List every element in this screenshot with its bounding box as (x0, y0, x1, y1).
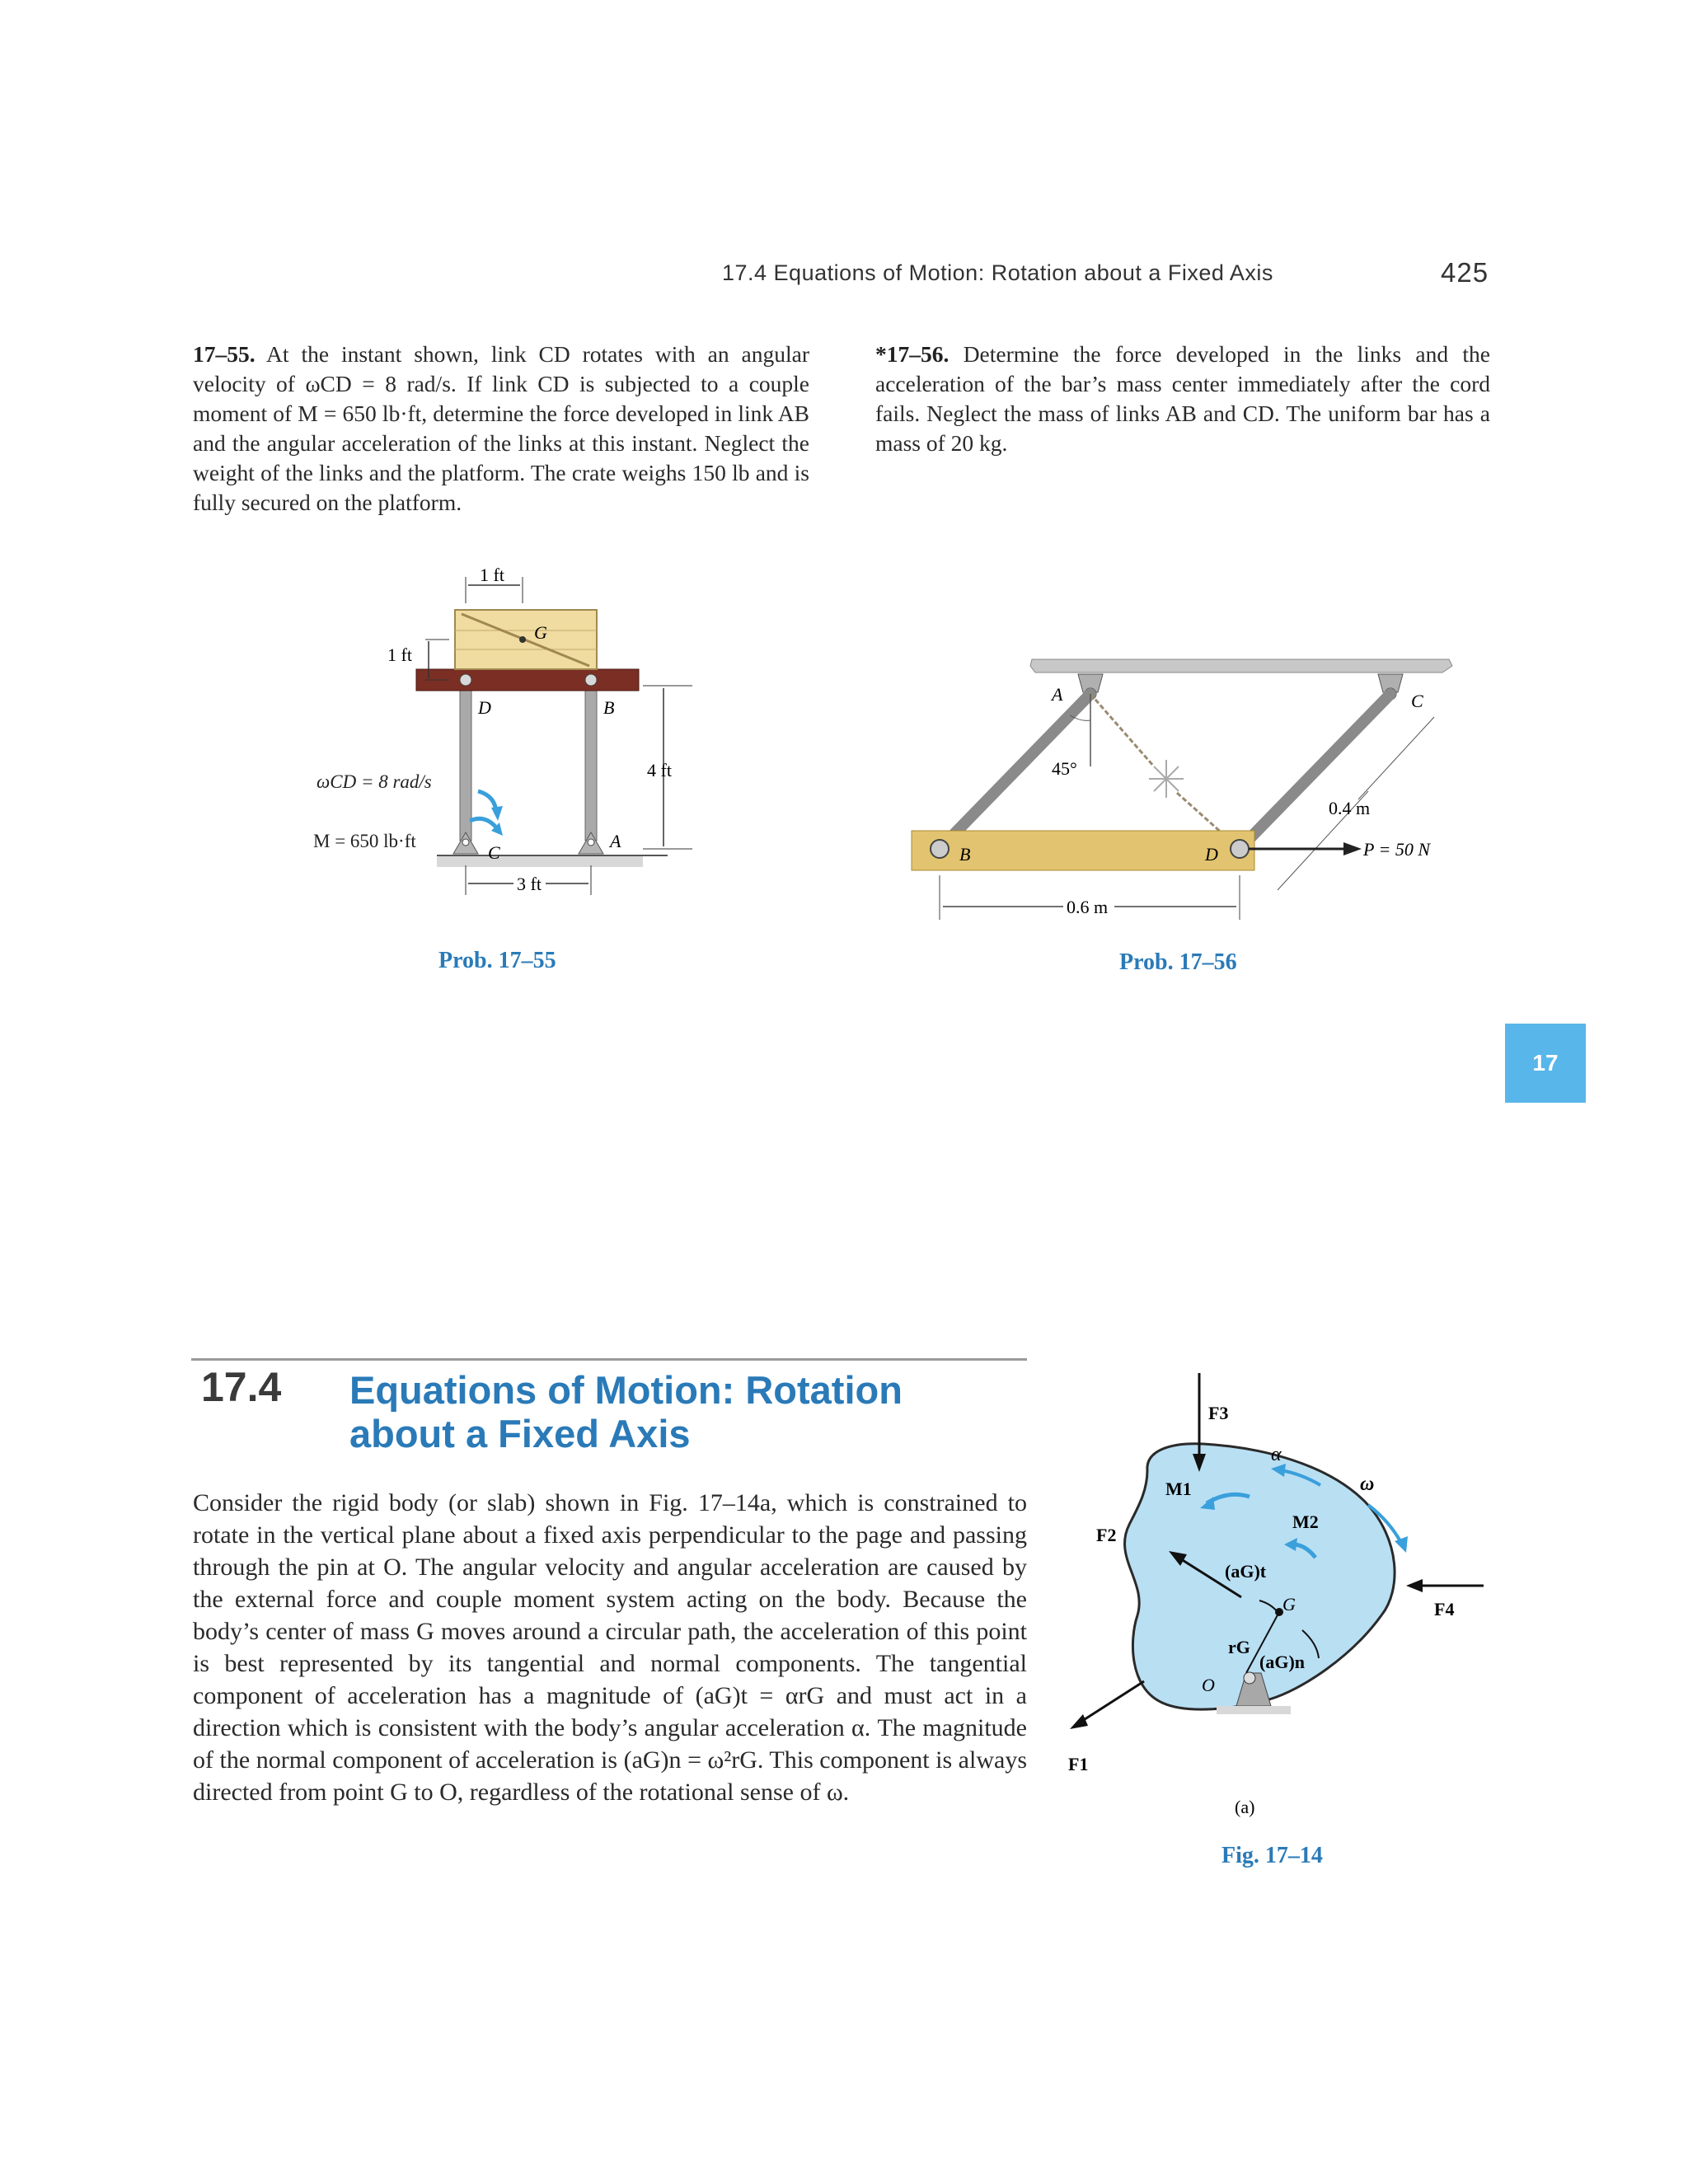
dim-3ft: 3 ft (517, 874, 542, 894)
problem-number: *17–56. (875, 341, 950, 367)
platform (416, 669, 639, 691)
dim-1ft-top: 1 ft (480, 565, 504, 585)
moment-arrow (470, 818, 496, 827)
ceiling (1030, 659, 1452, 673)
figure-17-14 (1055, 1368, 1500, 1879)
f4-label: F4 (1434, 1599, 1455, 1619)
label-a: A (610, 831, 621, 851)
caption-prob-17-56: Prob. 17–56 (1119, 949, 1237, 975)
problem-17-55 (193, 340, 809, 518)
chapter-tab: 17 (1505, 1024, 1586, 1103)
label-g: G (534, 622, 547, 643)
problem-number: 17–55. (193, 341, 256, 367)
label-a: A (1052, 684, 1063, 705)
label-d: D (1205, 844, 1218, 865)
label-c: C (488, 842, 500, 863)
sub-label: (a) (1235, 1797, 1255, 1817)
section-title: Equations of Motion: Rotation about a Fixed Axis (349, 1368, 903, 1455)
f1-arrow (1080, 1681, 1144, 1722)
problem-text: At the instant shown, link CD rotates with an angular velocity of ωCD = 8 rad/s. If link CD is subjected to a couple moment of M = 650 lb·ft, determine the force developed in link AB and the angular acceleration of the links at this instant. Neglect the weight of the links and the platform. The crate weighs 150 lb and is fully secured on the platform. (193, 341, 810, 515)
caption-prob-17-55: Prob. 17–55 (438, 948, 556, 973)
m1-label: M1 (1165, 1479, 1192, 1499)
agt-label: (aG)t (1225, 1561, 1267, 1582)
dim-4ft: 4 ft (647, 760, 672, 780)
link-ab (585, 676, 597, 841)
ground (437, 855, 643, 867)
f3-label: F3 (1208, 1403, 1229, 1423)
label-d: D (478, 697, 491, 718)
running-header-title: 17.4 Equations of Motion: Rotation about a Fixed Axis (722, 260, 1273, 285)
o-label: O (1202, 1675, 1215, 1695)
f2-label: F2 (1096, 1525, 1117, 1545)
figure-prob-17-56 (907, 643, 1484, 940)
label-c: C (1411, 691, 1423, 711)
moment-label: M = 650 lb·ft (313, 831, 416, 851)
m2-label: M2 (1292, 1511, 1319, 1532)
rg-label: rG (1228, 1637, 1250, 1657)
caption-fig-17-14: Fig. 17–14 (1221, 1843, 1323, 1868)
page-number: 425 (1441, 257, 1489, 288)
agn-label: (aG)n (1259, 1652, 1305, 1672)
omega-label: ω (1360, 1474, 1375, 1495)
section-body: Consider the rigid body (or slab) shown in Fig. 17–14a, which is constrained to rotate in the vertical plane about a fixed axis perpendicular to the page and passing through the pin at O. The angular velocity and angular acceleration are caused by the external force and couple moment system acting on the body. Because the body’s center of mass G moves around a circular path, the acceleration of this point is best represented by its tangential and normal components. The tangential component of acceleration has a magnitude of (aG)t = αrG and must act in a direction which is consistent with the body’s angular acceleration α. The magnitude of the normal component of acceleration is (aG)n = ω²rG. This component is always directed from point G to O, regardless of the rotational sense of ω. (193, 1489, 1027, 1806)
cord (1090, 694, 1154, 766)
dim-04m: 0.4 m (1329, 798, 1371, 818)
angle-label: 45° (1052, 758, 1077, 779)
problem-text: Determine the force developed in the links and the acceleration of the bar’s mass center immediately after the cord fails. Neglect the mass of links AB and CD. The uniform bar has a mass of 20 kg. (875, 341, 1490, 456)
section-rule (191, 1358, 1027, 1361)
g-label: G (1282, 1594, 1296, 1615)
section-number: 17.4 (201, 1364, 282, 1410)
omega-label: ωCD = 8 rad/s (316, 771, 432, 792)
problem-17-56 (875, 340, 1490, 458)
link-cd (1240, 694, 1390, 849)
force-p-label: P = 50 N (1363, 839, 1431, 860)
f1-label: F1 (1068, 1754, 1089, 1774)
dim-1ft-left: 1 ft (387, 644, 412, 665)
label-b: B (603, 697, 615, 718)
label-b: B (959, 844, 971, 865)
break-burst (1149, 760, 1184, 798)
alpha-label: α (1271, 1444, 1282, 1465)
dim-06m: 0.6 m (1067, 897, 1109, 917)
link-cd (460, 676, 471, 841)
